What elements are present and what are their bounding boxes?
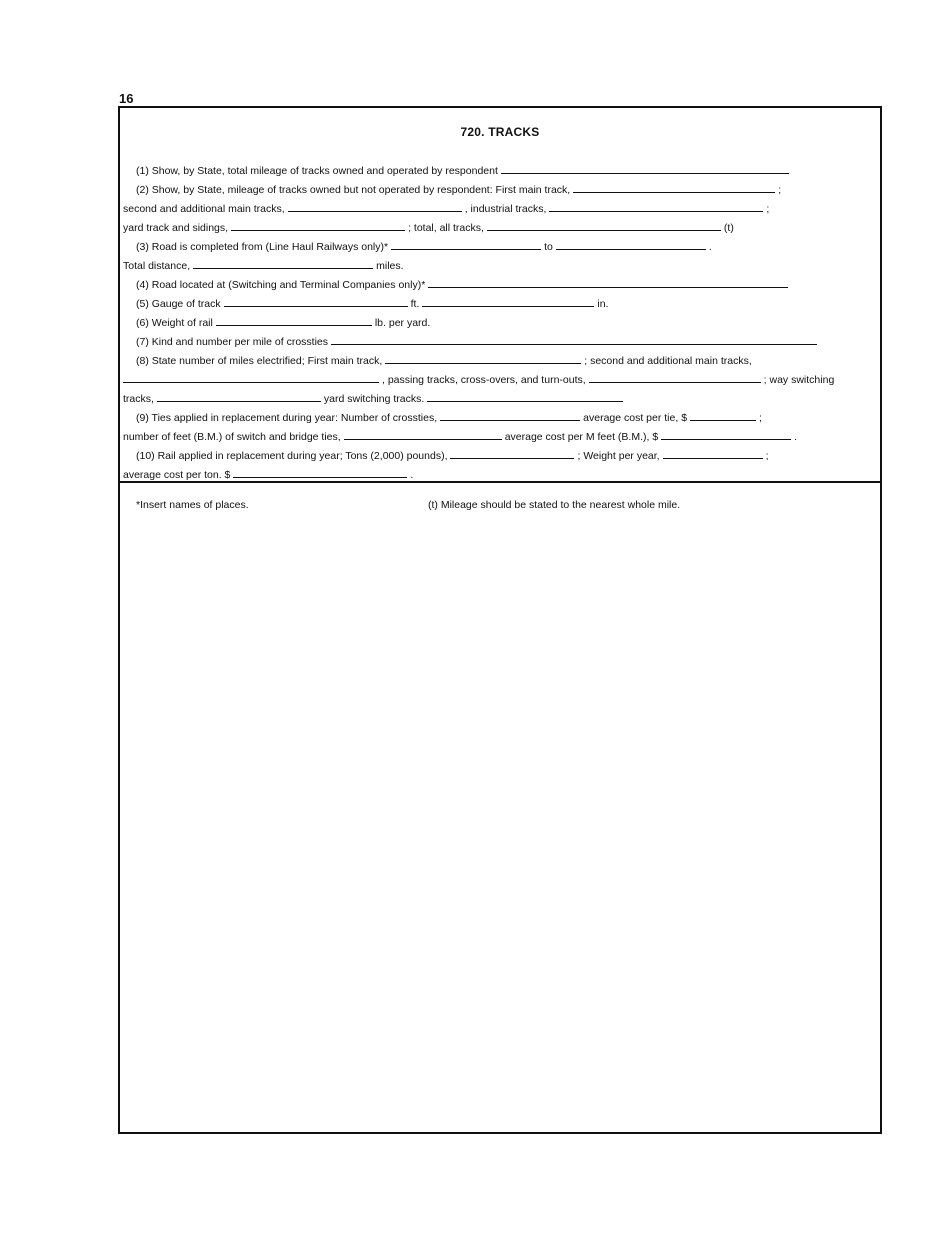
blank-crossties[interactable] [331, 334, 817, 345]
line-5: (3) Road is completed from (Line Haul Railways only)* to . [136, 241, 712, 253]
blank-weight-per-year[interactable] [663, 448, 763, 459]
line-9: (6) Weight of rail lb. per yard. [136, 317, 431, 329]
form-title: 720. TRACKS [460, 125, 540, 139]
blank-cost-per-ton[interactable] [233, 467, 407, 478]
blank-electrified-way-switching[interactable] [157, 391, 321, 402]
blank-electrified-additional[interactable] [123, 372, 379, 383]
line-2: (2) Show, by State, mileage of tracks owned but not operated by respondent: First main track, ; [136, 184, 782, 196]
line-3: second and additional main tracks, , industrial tracks, ; [123, 203, 770, 215]
line-13: tracks, yard switching tracks. [123, 391, 626, 406]
blank-rail-tons[interactable] [450, 448, 574, 459]
blank-number-crossties[interactable] [440, 410, 580, 421]
blank-cost-per-m-feet[interactable] [661, 429, 791, 440]
line-7: (4) Road located at (Switching and Terminal Companies only)* [136, 277, 791, 292]
footnote-insert-places: *Insert names of places. [136, 499, 249, 511]
line-1: (1) Show, by State, total mileage of tracks owned and operated by respondent [136, 163, 792, 178]
blank-total-distance[interactable] [193, 258, 373, 269]
blank-gauge-in[interactable] [422, 296, 594, 307]
line-11: (8) State number of miles electrified; First main track, ; second and additional main tracks, [136, 355, 752, 367]
blank-electrified-passing[interactable] [589, 372, 761, 383]
line-6: Total distance, miles. [123, 260, 404, 272]
blank-cost-per-tie[interactable] [690, 410, 756, 421]
tracks-form [118, 106, 882, 1134]
line-8: (5) Gauge of track ft. in. [136, 298, 609, 310]
line-10: (7) Kind and number per mile of crossties [136, 334, 820, 349]
blank-road-from[interactable] [391, 239, 541, 250]
line-14: (9) Ties applied in replacement during year: Number of crossties, average cost per tie, $ ; [136, 412, 762, 424]
blank-switch-bridge-ties[interactable] [344, 429, 502, 440]
blank-total-all-tracks[interactable] [487, 220, 721, 231]
line-17: average cost per ton. $ . [123, 469, 414, 481]
line-12: , passing tracks, cross-overs, and turn-outs, ; way switching [123, 372, 834, 387]
blank-industrial-tracks[interactable] [549, 201, 763, 212]
blank-electrified-yard-switching[interactable] [427, 391, 623, 402]
page-number: 16 [119, 91, 134, 106]
section-divider [120, 481, 880, 483]
blank-yard-track-sidings[interactable] [231, 220, 405, 231]
blank-road-to[interactable] [556, 239, 706, 250]
line-16: (10) Rail applied in replacement during year; Tons (2,000) pounds), ; Weight per year, ; [136, 450, 769, 462]
blank-additional-main-tracks[interactable] [288, 201, 462, 212]
blank-rail-weight[interactable] [216, 315, 372, 326]
blank-first-main-track[interactable] [573, 182, 775, 193]
blank-road-located[interactable] [428, 277, 788, 288]
blank-electrified-first-main[interactable] [385, 353, 581, 364]
blank-total-mileage[interactable] [501, 163, 789, 174]
line-15: number of feet (B.M.) of switch and bridge ties, average cost per M feet (B.M.), $ . [123, 431, 798, 443]
line-4: yard track and sidings, ; total, all tracks, (t) [123, 222, 734, 234]
blank-gauge-ft[interactable] [224, 296, 408, 307]
footnote-mileage: (t) Mileage should be stated to the nearest whole mile. [428, 499, 681, 511]
